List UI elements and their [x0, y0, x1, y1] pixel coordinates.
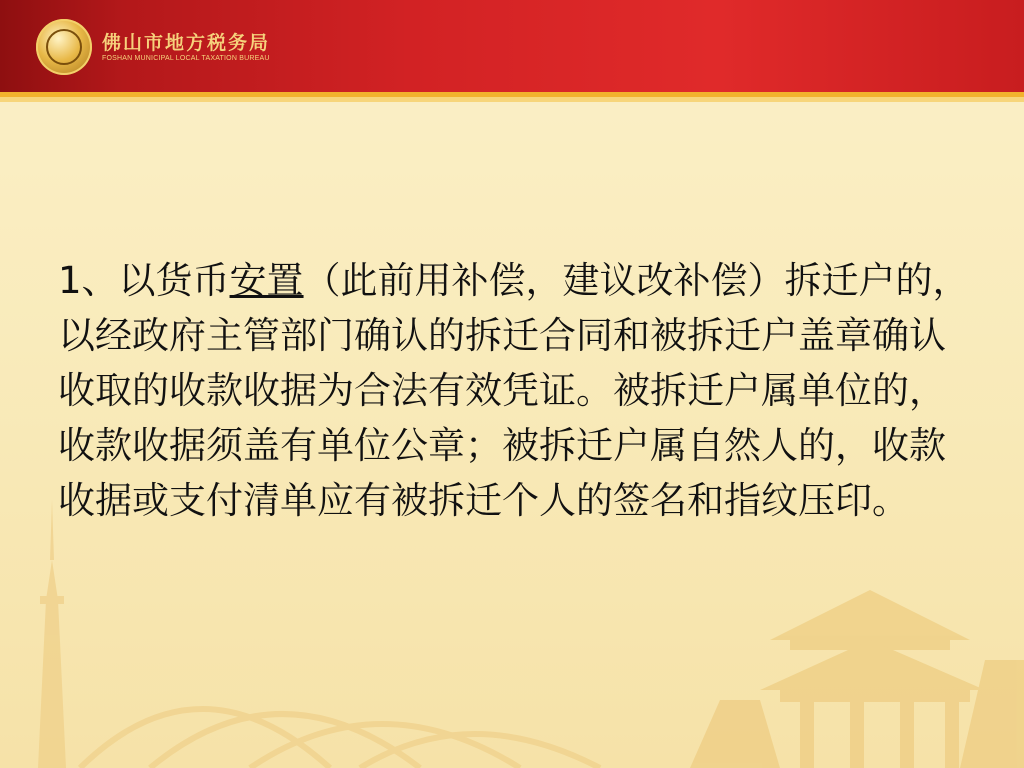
header-light-stripe	[0, 97, 1024, 102]
organization-name-english: FOSHAN MUNICIPAL LOCAL TAXATION BUREAU	[102, 55, 270, 62]
body-underlined-term: 安置	[229, 259, 304, 302]
tax-bureau-emblem-icon	[36, 19, 92, 75]
slide-body-text	[58, 253, 970, 528]
header-banner	[0, 0, 1024, 92]
organization-name: 佛山市地方税务局	[102, 32, 271, 54]
emblem-ring	[46, 29, 82, 65]
body-rest: （此前用补偿，建议改补偿）拆迁户的，以经政府主管部门确认的拆迁合同和被拆迁户盖章确认收取的收款收据为合法有效凭证。被拆迁户属单位的，收款收据须盖有单位公章；被拆迁户属自然人的，收款收据或支付清单应有被拆迁个人的签名和指纹压印。	[58, 259, 970, 522]
body-prefix: 1、以货币	[58, 259, 230, 302]
